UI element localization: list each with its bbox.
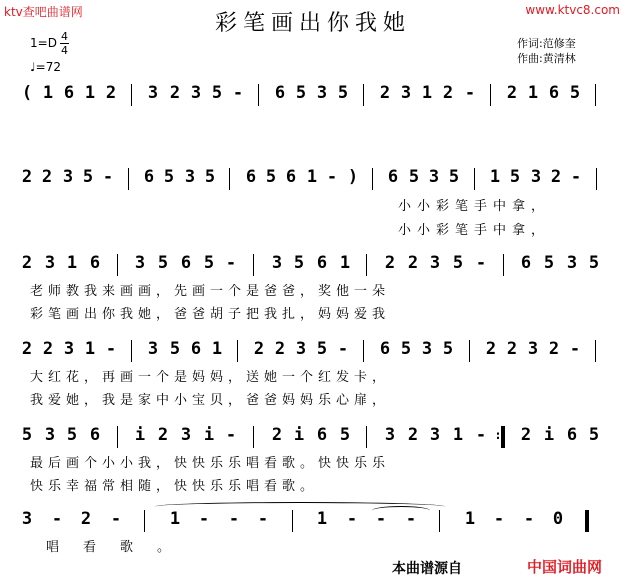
- note: 2: [485, 339, 497, 359]
- lyricist: 作词:范修奎: [517, 37, 576, 50]
- note: 3: [429, 425, 441, 445]
- time-signature-bottom: 4: [61, 44, 68, 57]
- double-bar-line: [585, 510, 589, 532]
- bar-line: [595, 84, 596, 106]
- note: 2: [271, 425, 283, 445]
- dash-note: -: [475, 253, 487, 273]
- dash-note: -: [375, 509, 387, 529]
- dash-note: -: [232, 83, 244, 103]
- note: 2: [550, 167, 562, 187]
- bar-line: [237, 340, 238, 362]
- dash-note: -: [570, 167, 582, 187]
- lyric-line-9: 唱看歌。: [46, 540, 195, 555]
- lyric-line-3: 老师教我来画画，先画一个是爸爸，奖他一朵: [30, 284, 391, 299]
- note: 1: [211, 339, 223, 359]
- bar-line: [253, 426, 254, 448]
- dash-note: -: [228, 509, 240, 529]
- dash-note: -: [225, 253, 237, 273]
- note: 2: [407, 425, 419, 445]
- note: 5: [316, 339, 328, 359]
- dash-note: -: [475, 425, 487, 445]
- song-title: 彩笔画出你我她: [214, 11, 411, 36]
- note: 2: [80, 509, 92, 529]
- notation-row-1: [20, 82, 610, 108]
- note: 5: [543, 253, 555, 273]
- note: 2: [379, 83, 391, 103]
- bar-line: [128, 168, 129, 190]
- note: 6: [520, 253, 532, 273]
- note: 3: [384, 425, 396, 445]
- note: 5: [211, 83, 223, 103]
- note: 3: [63, 339, 75, 359]
- note: 6: [89, 253, 101, 273]
- note: 6: [89, 425, 101, 445]
- tempo-marking: ♩=72: [30, 60, 61, 74]
- lyric-line-5: 大红花，再画一个是妈妈，送她一个红发卡，: [30, 370, 391, 385]
- dash-note: -: [51, 509, 63, 529]
- note: 1: [84, 339, 96, 359]
- bar-line: [117, 426, 118, 448]
- note: 3: [527, 339, 539, 359]
- bar-line: [363, 84, 364, 106]
- note: 2: [21, 167, 33, 187]
- note: 6: [285, 167, 297, 187]
- note: 5: [163, 167, 175, 187]
- lyric-line-6: 我爱她，我是家中小宝贝，爸爸妈妈乐心扉，: [30, 393, 391, 408]
- note: 2: [506, 83, 518, 103]
- note: 1: [464, 509, 476, 529]
- time-signature-top: 4: [61, 30, 68, 43]
- dash-note: -: [569, 339, 581, 359]
- bar-line: [366, 426, 367, 448]
- note: 3: [530, 167, 542, 187]
- note: 2: [442, 83, 454, 103]
- note: 6: [180, 253, 192, 273]
- note: 6: [316, 425, 328, 445]
- dash-note: -: [225, 425, 237, 445]
- note: i: [293, 425, 305, 445]
- bar-line: [503, 254, 504, 276]
- note: 5: [569, 83, 581, 103]
- note: 5: [265, 167, 277, 187]
- note: 2: [105, 83, 117, 103]
- note: 1: [339, 253, 351, 273]
- note: 3: [134, 253, 146, 273]
- note: 6: [316, 253, 328, 273]
- note: 3: [147, 339, 159, 359]
- bar-line: [469, 340, 470, 362]
- lyric-line-7: 最后画个小小我，快快乐乐唱看歌。快快乐乐: [30, 456, 391, 471]
- note: 5: [21, 425, 33, 445]
- note: 2: [520, 425, 532, 445]
- bar-line: [117, 254, 118, 276]
- note: 2: [274, 339, 286, 359]
- dash-note: -: [405, 509, 417, 529]
- note: 2: [253, 339, 265, 359]
- note: 3: [271, 253, 283, 273]
- bar-line: [595, 340, 596, 362]
- note: 5: [337, 83, 349, 103]
- dash-note: -: [346, 509, 358, 529]
- notation-row-5: [20, 424, 610, 450]
- bar-line: [474, 168, 475, 190]
- dash-note: -: [198, 509, 210, 529]
- note: 2: [384, 253, 396, 273]
- bar-line: [292, 510, 293, 532]
- dash-note: -: [102, 167, 114, 187]
- note: 1: [489, 167, 501, 187]
- dash-note: -: [493, 509, 505, 529]
- note: 1: [169, 509, 181, 529]
- note: (: [21, 83, 33, 103]
- bar-line: [372, 168, 373, 190]
- dash-note: -: [337, 339, 349, 359]
- bar-line: [229, 168, 230, 190]
- note: 5: [157, 253, 169, 273]
- bar-line: [596, 168, 597, 190]
- bar-line: [366, 254, 367, 276]
- note: 3: [62, 167, 74, 187]
- notation-row-3: [20, 252, 610, 278]
- note: 1: [527, 83, 539, 103]
- note: 5: [442, 339, 454, 359]
- note: 5: [408, 167, 420, 187]
- note: 1: [66, 253, 78, 273]
- site-logo-left[interactable]: ktv查吧曲谱网: [4, 5, 83, 19]
- note: 3: [44, 253, 56, 273]
- note: 2: [407, 253, 419, 273]
- note: 6: [245, 167, 257, 187]
- note: 2: [169, 83, 181, 103]
- note: 2: [21, 339, 33, 359]
- note: 1: [42, 83, 54, 103]
- note: 3: [421, 339, 433, 359]
- note: 2: [42, 339, 54, 359]
- note: 5: [588, 253, 600, 273]
- key-signature: 1=D: [30, 36, 57, 50]
- note: 6: [379, 339, 391, 359]
- note: 5: [204, 167, 216, 187]
- dash-note: -: [257, 509, 269, 529]
- note: 5: [82, 167, 94, 187]
- note: 5: [295, 83, 307, 103]
- lyric-line-4: 彩笔画出你我她，爸爸胡子把我扎，妈妈爱我: [30, 307, 391, 322]
- note: 6: [63, 83, 75, 103]
- note: 6: [548, 83, 560, 103]
- note: 2: [41, 167, 53, 187]
- note: 6: [566, 425, 578, 445]
- note: 5: [169, 339, 181, 359]
- note: 0: [552, 509, 564, 529]
- note: 1: [84, 83, 96, 103]
- note: 2: [157, 425, 169, 445]
- note: 1: [452, 425, 464, 445]
- note: 1: [306, 167, 318, 187]
- note: 5: [293, 253, 305, 273]
- lyric-line-1: 小小彩笔手中拿，: [398, 199, 551, 214]
- dash-note: -: [105, 339, 117, 359]
- note: 5: [339, 425, 351, 445]
- note: 5: [400, 339, 412, 359]
- notation-row-6: [20, 508, 610, 534]
- footer-site-name[interactable]: 中国词曲网: [527, 558, 603, 576]
- note: 3: [566, 253, 578, 273]
- site-url-right[interactable]: www.ktvc8.com: [525, 3, 620, 17]
- note: 3: [429, 253, 441, 273]
- bar-line: [490, 84, 491, 106]
- bar-line: [253, 254, 254, 276]
- note: 5: [66, 425, 78, 445]
- notation-row-4: [20, 338, 610, 364]
- dash-note: -: [523, 509, 535, 529]
- dash-note: -: [110, 509, 122, 529]
- note: 2: [548, 339, 560, 359]
- footer-source-label: 本曲谱源自: [392, 561, 462, 577]
- note: 1: [316, 509, 328, 529]
- note: 3: [400, 83, 412, 103]
- note: 1: [421, 83, 433, 103]
- bar-line: [131, 340, 132, 362]
- note: 3: [147, 83, 159, 103]
- tie-arc: [372, 506, 430, 515]
- note: 6: [143, 167, 155, 187]
- note: 3: [316, 83, 328, 103]
- note: 6: [190, 339, 202, 359]
- note: 3: [190, 83, 202, 103]
- note: 3: [295, 339, 307, 359]
- note: 5: [452, 253, 464, 273]
- note: i: [134, 425, 146, 445]
- note: i: [203, 425, 215, 445]
- bar-line: [258, 84, 259, 106]
- note: 2: [506, 339, 518, 359]
- dash-note: -: [326, 167, 338, 187]
- lyric-line-2: 小小彩笔手中拿，: [398, 223, 551, 238]
- note: 5: [509, 167, 521, 187]
- dash-note: -: [464, 83, 476, 103]
- note: 6: [274, 83, 286, 103]
- bar-line: [144, 510, 145, 532]
- note: 3: [428, 167, 440, 187]
- note: 5: [448, 167, 460, 187]
- repeat-dots: :: [494, 428, 502, 442]
- note: 5: [203, 253, 215, 273]
- note: 3: [21, 509, 33, 529]
- lyric-line-8: 快乐幸福常相随，快快乐乐唱看歌。: [30, 479, 319, 494]
- bar-line: [439, 510, 440, 532]
- credits: [517, 36, 576, 66]
- note: i: [543, 425, 555, 445]
- note: 3: [180, 425, 192, 445]
- note: ): [347, 167, 359, 187]
- notation-row-2: [20, 166, 610, 192]
- note: 6: [387, 167, 399, 187]
- note: 3: [44, 425, 56, 445]
- composer: 作曲:黄清林: [517, 52, 576, 65]
- note: 3: [184, 167, 196, 187]
- bar-line: [363, 340, 364, 362]
- note: 5: [588, 425, 600, 445]
- note: 2: [21, 253, 33, 273]
- bar-line: [131, 84, 132, 106]
